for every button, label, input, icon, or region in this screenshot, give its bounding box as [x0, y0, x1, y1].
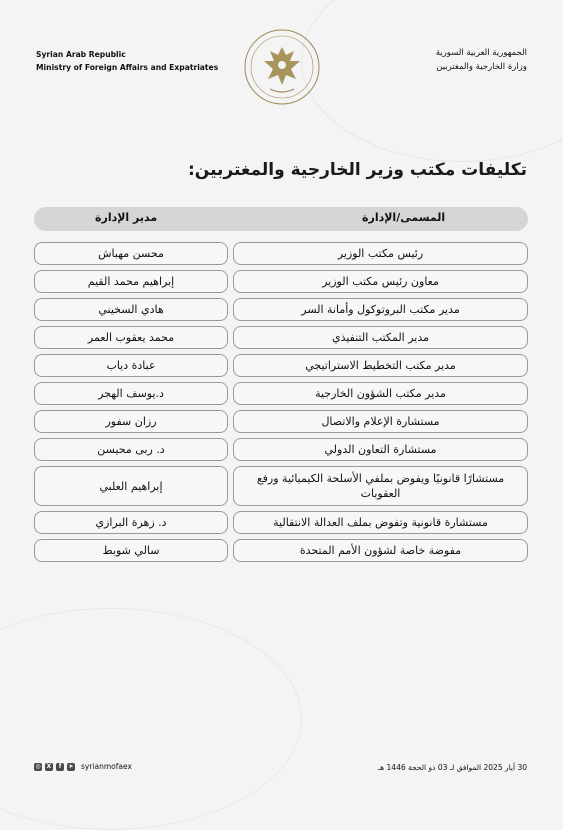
social-handle[interactable]: syrianmofaex [81, 762, 132, 771]
row-title: رئيس مكتب الوزير [233, 242, 528, 265]
table-row [34, 298, 528, 321]
row-manager: محسن مهباش [34, 242, 228, 265]
header-english [36, 48, 218, 74]
table-row [34, 511, 528, 534]
row-manager: د.يوسف الهجر [34, 382, 228, 405]
column-header-title: المسمى/الإدارة [362, 211, 446, 224]
syrian-eagle-emblem-icon [242, 27, 322, 107]
row-title: مستشارة التعاون الدولي [233, 438, 528, 461]
table-row [34, 326, 528, 349]
ministry-name-en: Ministry of Foreign Affairs and Expatriates [36, 63, 219, 72]
row-manager: إبراهيم العلبي [34, 466, 228, 506]
facebook-icon[interactable]: f [56, 763, 64, 771]
table-row [34, 539, 528, 562]
social-links [34, 762, 132, 771]
column-header-manager: مدير الإدارة [95, 211, 158, 224]
assignments-table [34, 207, 528, 557]
row-title: مدير المكتب التنفيذي [233, 326, 528, 349]
table-row [34, 410, 528, 433]
country-name-ar: الجمهورية العربية السورية [435, 48, 527, 58]
row-title: مستشارة قانونية وتفوض بملف العدالة الانتقالية [233, 511, 528, 534]
ministry-name-ar: وزارة الخارجية والمغتربين [436, 62, 527, 72]
header-arabic [436, 46, 527, 74]
publication-date: 30 أيار 2025 الموافق لـ 03 ذو الحجة 1446 هـ [377, 763, 527, 772]
table-row [34, 270, 528, 293]
table-row [34, 242, 528, 265]
row-manager: سالي شوبط [34, 539, 228, 562]
row-title: مستشارة الإعلام والاتصال [233, 410, 528, 433]
table-row [34, 438, 528, 461]
table-rows [34, 242, 528, 567]
row-title: مدير مكتب التخطيط الاستراتيجي [233, 354, 528, 377]
table-row [34, 382, 528, 405]
row-title: مدير مكتب البروتوكول وأمانة السر [233, 298, 528, 321]
row-manager: د. ربى محيسن [34, 438, 228, 461]
row-title: معاون رئيس مكتب الوزير [233, 270, 528, 293]
telegram-icon[interactable]: ➤ [68, 762, 74, 770]
country-name-en: Syrian Arab Republic [36, 50, 126, 59]
row-title: مفوضة خاصة لشؤون الأمم المتحدة [233, 539, 528, 562]
instagram-icon[interactable]: ◎ [35, 762, 41, 770]
row-manager: د. زهرة البرازي [34, 511, 228, 534]
row-manager: عبادة دياب [34, 354, 228, 377]
background-decoration [0, 608, 302, 830]
page-title: تكليفات مكتب وزير الخارجية والمغتربين: [187, 160, 527, 180]
row-manager: محمد يعقوب العمر [34, 326, 228, 349]
table-row [34, 354, 528, 377]
background-decoration [301, 0, 563, 162]
row-manager: هادي السخيني [34, 298, 228, 321]
x-icon[interactable]: X [46, 762, 52, 770]
table-header [34, 207, 528, 231]
row-title: مدير مكتب الشؤون الخارجية [233, 382, 528, 405]
table-row [34, 466, 528, 506]
row-title: مستشارًا قانونيًا ويفوض بملفي الأسلحة الكيميائية ورفع العقوبات [233, 466, 528, 506]
row-manager: رزان سفور [34, 410, 228, 433]
row-manager: إبراهيم محمد القيم [34, 270, 228, 293]
